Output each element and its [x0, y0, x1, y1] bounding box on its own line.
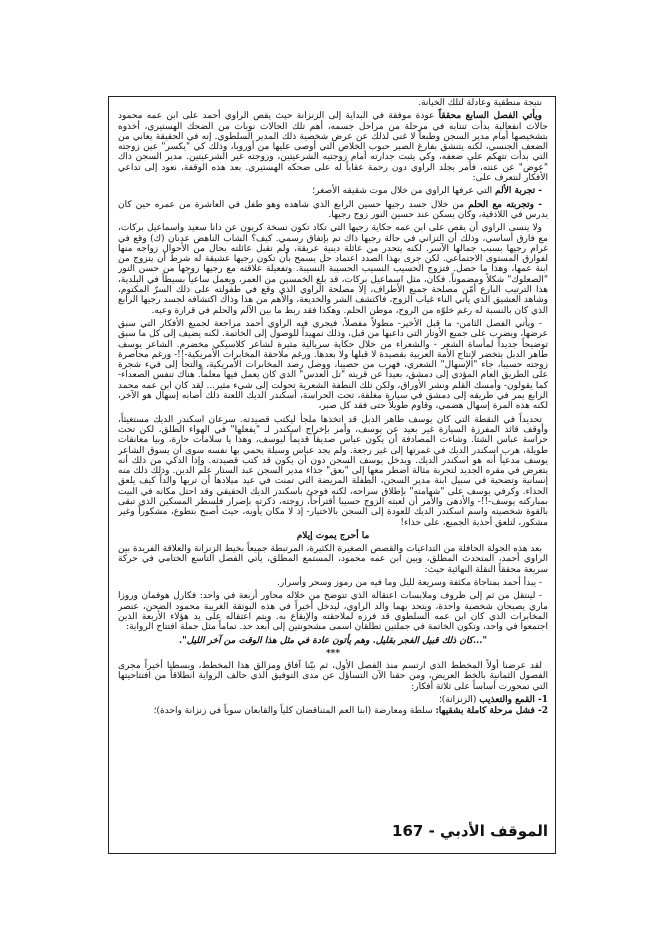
- dream-experience-heading: - وتجربته مع الحلم: [468, 199, 542, 210]
- paragraph-dream-experience: [118, 200, 548, 221]
- chapter-seven-text: عودة موفقة في البداية إلى الزنزانة حيث يقص الراوي أحمد على ابن عمه محمود حالات انفعالية بدأت تنتابه في مرحلة من مراحل جسمه، أهم تلك الحالات نوبات من الضحك الهستيري، أخذوه بتشخيصها أمام مدير السجن وطبعاً لا غنى لذلك عن عرض شخصية ذلك المدير السلطوي. إنه في الحقيقة يعاني من الضعف الجنسي، لكنه يتنشق بفارغ الصبر حبوب الخلاص التي أوصى عليها من أوروبا، وذلك كي "يكسر" عين زوجته التي بدأت تتهكم على ضعفه، وكي يثبت جدارته أمام زوجتيه الشرعيتين، وزوجته غير الشرعيتين. مدير السجن ذاك "عوض" عن عنته، فأمر بجلد الراوي دون رحمة عقاباً له على ضحكه الهستيري. بعد هذه الوقفة، نعود إلى تداعي الأفكار لنتعرف على:: [118, 111, 548, 184]
- paragraph-conclusion: لقد عرضنا أولاً المخطط الذي ارتسم منذ الفصل الأول، ثم بيّنا آفاق ومزالق هذا المخطط، وبسطنا أخيراً مجرى الفصول الثمانية بالخط العريض، ومن حقنا الآن التساؤل عن مدى التوفيق الذي حالف الرواية انطلاقاً من افتتاحيتها التي تمحورت أساساً على ثلاثة أفكار:: [118, 661, 548, 692]
- pain-experience-heading: - تجربة الألم: [495, 186, 542, 197]
- paragraph-poet-story: تحديداً في النقطة التي كان يوسف طاهر الدبل قد اتخذها ملجأ ليكتب قصيدته. سرعان اسكندر الديك مستغيثاً، وأوقف قائد المفرزة السيارة غير بعيد عن يوسف، وأمر بإخراج اسكندر لـ "يفعلها" في الهواء الطلق، لكن تحت حراسة عباس الشتا. وشاءت المصادفة أن يكون عباس صديقاً قديماً ليوسف، وهذا يا سلامات حارة، وبيا معانقات طويلة، هرب اسكندر الديك في غمرتها إلى غير رجعة. ولم يجد عباس وسيلة يحمي بها نفسه سوى أن يسوق الشاعر يوسف مدعياً أنه هو اسكندر الديك. وبدخل يوسف السجن دون أن يكون قد كتب قصيدته. وإذا الذكي من ذلك أنه يتعرض في مقره الجديد لتجربة مثالة اضطر معها إلى "بعق" جذاء مدير السجن عبد الستار علم الدين. وذلك ذلك منه إنسانية وتضحية في سبيل ابنة مدير السجن، الطفلة المريضة التي تمنت في عيد ميلادها أن تربها والداً كيف يلعق الحذاء. وكرفي يوسف على "شهامته" بإطلاق سراحه، لكنه فوجئ باسكندر الديك الحقيقي وقد احتل مكانه في البيت بمباركته يوسف-!!- والأدهى والأمر أن لعبته الزوج حسيبا أقتراحاً، زوجته، ذكرته بإصرار فلسطر المسكين الذي تبقى بالقوة شخصيته واسم اسكندر الديك للعودة إلى السجن بالاختيار- إذ لا مكان يأويه، حيث أصبح بتطوع، مشكوراً وغير مشكور، لتلعق أحذية الجميع، على حذاء!: [118, 414, 548, 528]
- paragraph-chapter-seven: [118, 111, 548, 183]
- paragraph-pain-experience: [118, 186, 548, 196]
- list-item-text: (الزنزانة)؛: [438, 695, 477, 706]
- column-bottom: [118, 415, 548, 717]
- ideas-list: [118, 695, 548, 717]
- list-item: [118, 706, 548, 716]
- paragraph-arrest: - لينتقل من ثم إلى ظروف وملابسات اعتقاله الذي تتوضح من خلاله محاور أربعة في واحد: فكارل هوفمان وروزا ماري يصبحان شخصية واحدة، ويتحد بهما والد الراوي، ليدخل أخيراً في هذه البوتقة الغريبة محمود الضحن، عنصر المخابرات الذي كان ابن عمه السلطوي قد فرزه لملاحقته والإيقاع به. ويتم اعتقاله على يد هؤلاء الأربعة الذين اجتمعوا في واحد، وتكون الخاتمة في جملتين تطلقان اسمى مشحونتين إلى أبعد حد. تماماً مثل جملة افتتاح الرواية:: [118, 591, 548, 633]
- article-body: [118, 98, 548, 850]
- paragraph-night-monologue: - يبدأ أحمد بمناجاة مكثفة وسريعة لليل وما فيه من رموز وسحر وأسرار.: [277, 578, 542, 589]
- paragraph-final-chapter-intro: بعد هذه الجولة الحافلة من التداعيات والقصص الصغيرة الكثيرة، المرتبطة جميعاً بخيط الزنزانة والعلاقة الفريدة بين الراوي أحمد، المتحدث المطلق، وبين ابن عمه محمود، المستمع المطلق، يأتي الفصل التاسع الختامي في حركة سريعة محققاً النقلة النهائية حيث:: [118, 544, 548, 575]
- intro-paragraph: نتيجة منطقية وعادلة لتلك الخيانة.: [418, 98, 542, 108]
- page-footer-folio: الموقف الأدبي - 167: [392, 822, 548, 840]
- section-title: ما أحرج يموت إيلام: [296, 530, 370, 541]
- list-item-heading: 2- فشل مرحلة كاملة بشقيها:: [435, 706, 548, 717]
- chapter-seven-heading: ويأتي الفصل السابع محققاً: [438, 111, 542, 122]
- column-top: [118, 98, 548, 412]
- pain-experience-text: التي عرفها الراوي من خلال موت شقيقه الأصغر؛: [312, 186, 493, 197]
- closing-quote: "...كان ذلك قبيل الفجر بقليل. وهم يأتون عادة في مثل هذا الوقت من آخر الليل".: [178, 635, 488, 646]
- paragraph-chapter-eight: - ويأتي الفصل الثامن- ما قبل الأخير- مطولاً مفصلاً، فيجري فيه الراوي أحمد مراجعة لجميع الأفكار التي سبق عرضها، ويضرب على جميع الأوتار التي داعبها من قبل، وذلك تمهيداً للوصول إلى الخاتمة. لكنه يضيف إلى كل ما سبق توضيحاً جديداً لمأساة الشعر - والشعراء من خلال حكاية سريالية مثيرة لشاعر كلاسيكي مخضرم. الشاعر يوسف طاهر الدبل يتخضر لإنتاج الأمة العربية بقصيدة لا قبلها ولا بعدها. ورغم ملاحقة المخابرات الأمريكية-!!- ورغم محاصرة زوجته حسيبا، جاء "الإسهال" الشعري، فهرب من حصيبا، ووصل رصد المخابرات الأمريكية، والتجأ إلى فيء شجرة على الطريق العام المؤدي إلى دمشق، بعيداً عن قريته "تل العدس" الذي كان يعمل فيها معلماً. هناك تنفس الصعداء- كما يقولون- وأمسك القلم ونشر الأوراق، ولكن تلك النطفة الشعرية تحولت إلى شيء مثير... لقد كان ابن عمه محمد الرابع يمر في طريقه إلى دمشق في سيارة مغلقة، تحت الحراسة، أسكندر الديك اللعنة ذلك أصابه إسهال هو الآخر، لكنه هذه المرة إسهال هضمي، وقاوم طويلاً حتى فقد كل صبر،: [118, 318, 548, 412]
- list-item-text: سلطة ومعارضة (ابنا العم المتناقضان كلياً والقابعان سوياً في زنزانة واحدة)؛: [153, 706, 433, 717]
- paragraph-rajiha-story: ولا ينسى الراوي أن يقص على ابن عمه حكاية رجيها التي تكاد تكون نسخة كربون عن دانا سعيد واسماعيل بركات، مع فارق أساسي، وذلك أن التزاني في حالة رجيها ذاك تم بإتفاق رسمي. كيف؟ الشاب الناهض عدنان (ك) وقع في غرام رجيها بسبب جمالها الآسر. لكنه يتحدر من عائلة دينية عريقة، ولم تقبل عائلته بحال من الأحوال زواجه منها لفوارق المستوى الاجتماعي. لكن جرى بهذا الصدد اعتماد حل يسمح بأن تكون رجيها عشيقة له شرط أن يتزوج من ابنة عمها، وهذا ما حصل. فتزوج الحسيب النسيب الحسيبة النسيبة. وتفعيلة علاقته مع رجيها زوجها من حسن النور "الصعلوك" شكلاً ومضموناً. فكان، مثل اسماعيل بركات، قد بلغ الخمسين من العمر، ويعمل ساعياً بسيطاً في البلدية، هذا الترتيب البارع أمّن مصلحة جميع الأطراف، إلا مصلحة الراوي الذي وقع في طفولته على ذلك السرّ المكتوم، وشاهد العشيق الذي يأتي الناء غياب الزوج، فاكتشف الشر والخديعة، والأهم من هذا وذاك اكتشافه لجسد رجيها الرابع الذي كان بالنسبة له رغم خلوّه من الروح، موطن الحلم. وهكذا فقد ربط ما بين الآلم والحلم في قرارة وعيه.: [118, 223, 548, 316]
- section-divider-stars: ***: [325, 648, 341, 659]
- list-item: [118, 695, 548, 705]
- dream-experience-text: من خلال جسد رجيها حسين الرابع الذي شاهده وهو طفل في العاشرة من عمره حين كان يدرس في اللاذقية، وكان يسكن عند حسين النور زوج رجيها.: [118, 199, 548, 220]
- list-item-heading: 1- القمع والتعذيب: [479, 695, 548, 706]
